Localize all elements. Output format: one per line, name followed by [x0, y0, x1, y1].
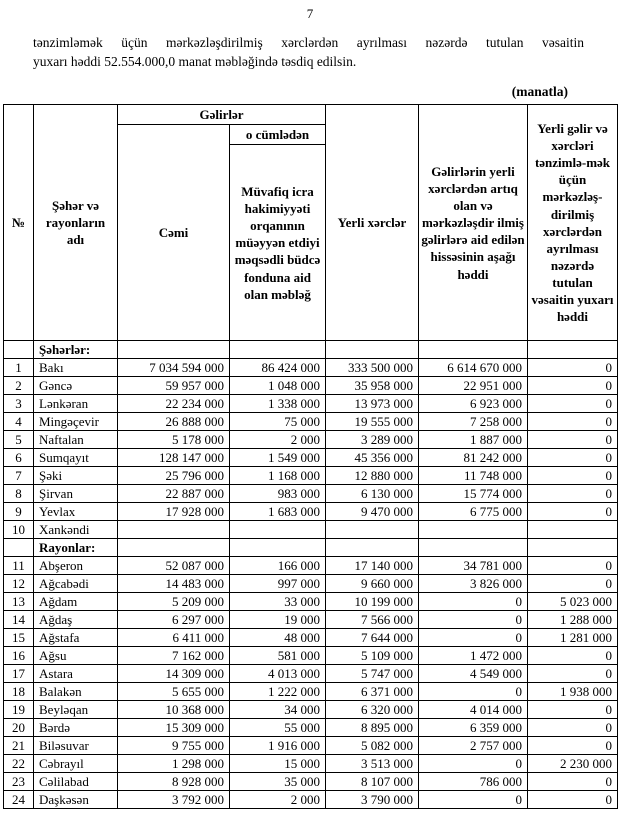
- cell-alloc: 0: [528, 503, 618, 521]
- cell-alloc: 0: [528, 791, 618, 809]
- cell-name: Gəncə: [34, 377, 118, 395]
- cell-fund: 1 048 000: [230, 377, 326, 395]
- cell-excess: 0: [419, 629, 528, 647]
- cell-no: 12: [4, 575, 34, 593]
- cell-fund: 48 000: [230, 629, 326, 647]
- budget-table-header: [4, 105, 618, 341]
- cell-excess: 6 775 000: [419, 503, 528, 521]
- table-row: [4, 683, 618, 701]
- cell-total: 6 297 000: [118, 611, 230, 629]
- cell-alloc: [528, 521, 618, 539]
- cell-fund: 997 000: [230, 575, 326, 593]
- cell-total: 6 411 000: [118, 629, 230, 647]
- cell-alloc: 0: [528, 467, 618, 485]
- table-row: [4, 629, 618, 647]
- cell-excess: 11 748 000: [419, 467, 528, 485]
- cell-excess: 15 774 000: [419, 485, 528, 503]
- intro-line-1: tənzimləmək üçün mərkəzləşdirilmiş xərclərdən ayrılması nəzərdə tutulan vəsaitin: [33, 35, 584, 50]
- cell-excess: 4 549 000: [419, 665, 528, 683]
- cell-total: 5 209 000: [118, 593, 230, 611]
- cell-no: 24: [4, 791, 34, 809]
- cell-alloc: 5 023 000: [528, 593, 618, 611]
- cell-name: Ağsu: [34, 647, 118, 665]
- cell-fund: 34 000: [230, 701, 326, 719]
- cell-alloc: 0: [528, 359, 618, 377]
- cell-local: 9 660 000: [326, 575, 419, 593]
- cell-no: 22: [4, 755, 34, 773]
- header-total: Cəmi: [118, 125, 230, 341]
- cell-total: 25 796 000: [118, 467, 230, 485]
- header-allocation: Yerli gəlir və xərcləri tənzimlə-mək üçün mərkəzləş-dirilmiş xərclərdən ayrılması nəzərdə tutulan vəsaitin yuxarı həddi: [528, 105, 618, 341]
- cell-total: 8 928 000: [118, 773, 230, 791]
- cell-alloc: 0: [528, 773, 618, 791]
- cell-excess: 22 951 000: [419, 377, 528, 395]
- table-row: [4, 737, 618, 755]
- cell-local: [326, 341, 419, 359]
- cell-alloc: 2 230 000: [528, 755, 618, 773]
- cell-fund: 75 000: [230, 413, 326, 431]
- cell-total: 17 928 000: [118, 503, 230, 521]
- cell-excess: [419, 521, 528, 539]
- cell-name: Balakən: [34, 683, 118, 701]
- cell-no: 7: [4, 467, 34, 485]
- cell-name: Rayonlar:: [34, 539, 118, 557]
- cell-local: 6 371 000: [326, 683, 419, 701]
- cell-fund: 15 000: [230, 755, 326, 773]
- cell-alloc: 0: [528, 665, 618, 683]
- table-row: [4, 449, 618, 467]
- cell-fund: [230, 539, 326, 557]
- table-row: [4, 359, 618, 377]
- cell-fund: 86 424 000: [230, 359, 326, 377]
- table-row: [4, 413, 618, 431]
- table-row: [4, 611, 618, 629]
- cell-no: 4: [4, 413, 34, 431]
- cell-excess: 786 000: [419, 773, 528, 791]
- cell-total: [118, 521, 230, 539]
- intro-line-2: yuxarı həddi 52.554.000,0 manat məbləğində təsdiq edilsin.: [33, 54, 357, 69]
- cell-no: 23: [4, 773, 34, 791]
- cell-total: 9 755 000: [118, 737, 230, 755]
- cell-total: [118, 539, 230, 557]
- cell-name: Ağdaş: [34, 611, 118, 629]
- cell-name: Yevlax: [34, 503, 118, 521]
- table-row: [4, 485, 618, 503]
- cell-fund: 581 000: [230, 647, 326, 665]
- cell-excess: 6 359 000: [419, 719, 528, 737]
- table-row: [4, 575, 618, 593]
- cell-alloc: 0: [528, 449, 618, 467]
- cell-alloc: 1 288 000: [528, 611, 618, 629]
- cell-alloc: [528, 341, 618, 359]
- cell-excess: 0: [419, 683, 528, 701]
- cell-local: 19 555 000: [326, 413, 419, 431]
- cell-excess: [419, 341, 528, 359]
- cell-no: 10: [4, 521, 34, 539]
- cell-local: 6 320 000: [326, 701, 419, 719]
- cell-no: 13: [4, 593, 34, 611]
- cell-alloc: 1 281 000: [528, 629, 618, 647]
- cell-name: Abşeron: [34, 557, 118, 575]
- table-row: [4, 521, 618, 539]
- header-name: Şəhər və rayonların adı: [34, 105, 118, 341]
- cell-excess: [419, 539, 528, 557]
- table-row: [4, 665, 618, 683]
- table-row: [4, 773, 618, 791]
- table-row: [4, 701, 618, 719]
- cell-no: 3: [4, 395, 34, 413]
- cell-no: 14: [4, 611, 34, 629]
- cell-alloc: 1 938 000: [528, 683, 618, 701]
- cell-fund: [230, 521, 326, 539]
- cell-no: 6: [4, 449, 34, 467]
- cell-local: 5 747 000: [326, 665, 419, 683]
- table-row: [4, 755, 618, 773]
- table-row: [4, 593, 618, 611]
- cell-fund: 1 549 000: [230, 449, 326, 467]
- cell-alloc: 0: [528, 377, 618, 395]
- cell-excess: 1 472 000: [419, 647, 528, 665]
- table-row: [4, 377, 618, 395]
- cell-fund: 4 013 000: [230, 665, 326, 683]
- table-row: [4, 719, 618, 737]
- cell-name: Beyləqan: [34, 701, 118, 719]
- cell-no: 19: [4, 701, 34, 719]
- cell-fund: 1 338 000: [230, 395, 326, 413]
- cell-excess: 34 781 000: [419, 557, 528, 575]
- currency-unit-label: (manatla): [511, 84, 568, 99]
- cell-no: 20: [4, 719, 34, 737]
- cell-name: Cəbrayıl: [34, 755, 118, 773]
- cell-local: 12 880 000: [326, 467, 419, 485]
- cell-alloc: 0: [528, 557, 618, 575]
- cell-alloc: 0: [528, 413, 618, 431]
- cell-excess: 0: [419, 611, 528, 629]
- cell-total: 14 483 000: [118, 575, 230, 593]
- cell-excess: 81 242 000: [419, 449, 528, 467]
- cell-local: 3 513 000: [326, 755, 419, 773]
- cell-name: Şirvan: [34, 485, 118, 503]
- cell-excess: 1 887 000: [419, 431, 528, 449]
- cell-name: Daşkəsən: [34, 791, 118, 809]
- table-row: [4, 467, 618, 485]
- cell-local: [326, 521, 419, 539]
- cell-excess: 0: [419, 791, 528, 809]
- cell-no: 15: [4, 629, 34, 647]
- cell-local: 333 500 000: [326, 359, 419, 377]
- cell-fund: 1 916 000: [230, 737, 326, 755]
- budget-table: [3, 104, 618, 809]
- cell-total: 3 792 000: [118, 791, 230, 809]
- cell-local: 6 130 000: [326, 485, 419, 503]
- cell-name: Şəki: [34, 467, 118, 485]
- cell-name: Astara: [34, 665, 118, 683]
- cell-no: 16: [4, 647, 34, 665]
- cell-no: 1: [4, 359, 34, 377]
- cell-alloc: 0: [528, 719, 618, 737]
- table-row: [4, 431, 618, 449]
- cell-fund: 35 000: [230, 773, 326, 791]
- header-no: №: [4, 105, 34, 341]
- cell-alloc: [528, 539, 618, 557]
- cell-alloc: 0: [528, 647, 618, 665]
- cell-local: [326, 539, 419, 557]
- cell-excess: 4 014 000: [419, 701, 528, 719]
- cell-local: 8 895 000: [326, 719, 419, 737]
- cell-name: Sumqayıt: [34, 449, 118, 467]
- page-number: 7: [306, 6, 314, 21]
- table-row: [4, 791, 618, 809]
- table-row: [4, 557, 618, 575]
- cell-fund: 1 222 000: [230, 683, 326, 701]
- cell-total: 5 655 000: [118, 683, 230, 701]
- cell-fund: 166 000: [230, 557, 326, 575]
- cell-total: 15 309 000: [118, 719, 230, 737]
- intro-paragraph: [33, 33, 584, 71]
- cell-name: Naftalan: [34, 431, 118, 449]
- cell-alloc: 0: [528, 737, 618, 755]
- budget-table-body: [4, 341, 618, 809]
- cell-total: 1 298 000: [118, 755, 230, 773]
- cell-fund: 1 683 000: [230, 503, 326, 521]
- cell-name: Ağdam: [34, 593, 118, 611]
- cell-total: 22 234 000: [118, 395, 230, 413]
- cell-local: 45 356 000: [326, 449, 419, 467]
- cell-excess: 0: [419, 593, 528, 611]
- cell-fund: 2 000: [230, 791, 326, 809]
- cell-local: 17 140 000: [326, 557, 419, 575]
- cell-local: 7 644 000: [326, 629, 419, 647]
- cell-name: Şəhərlər:: [34, 341, 118, 359]
- cell-local: 7 566 000: [326, 611, 419, 629]
- cell-fund: [230, 341, 326, 359]
- cell-excess: 6 923 000: [419, 395, 528, 413]
- cell-name: Lənkəran: [34, 395, 118, 413]
- cell-name: Xankəndi: [34, 521, 118, 539]
- cell-name: Cəlilabad: [34, 773, 118, 791]
- cell-excess: 7 258 000: [419, 413, 528, 431]
- cell-total: 22 887 000: [118, 485, 230, 503]
- cell-no: 8: [4, 485, 34, 503]
- cell-local: 3 289 000: [326, 431, 419, 449]
- cell-no: 5: [4, 431, 34, 449]
- cell-total: 52 087 000: [118, 557, 230, 575]
- cell-fund: 983 000: [230, 485, 326, 503]
- header-including: o cümlədən: [230, 125, 326, 145]
- cell-no: 2: [4, 377, 34, 395]
- cell-total: 7 034 594 000: [118, 359, 230, 377]
- cell-local: 3 790 000: [326, 791, 419, 809]
- cell-name: Biləsuvar: [34, 737, 118, 755]
- cell-fund: 33 000: [230, 593, 326, 611]
- cell-alloc: 0: [528, 485, 618, 503]
- cell-local: 8 107 000: [326, 773, 419, 791]
- cell-local: 10 199 000: [326, 593, 419, 611]
- cell-no: 9: [4, 503, 34, 521]
- cell-name: Ağstafa: [34, 629, 118, 647]
- cell-excess: 2 757 000: [419, 737, 528, 755]
- cell-no: [4, 539, 34, 557]
- cell-fund: 1 168 000: [230, 467, 326, 485]
- cell-alloc: 0: [528, 431, 618, 449]
- cell-fund: 55 000: [230, 719, 326, 737]
- table-row: [4, 395, 618, 413]
- cell-total: [118, 341, 230, 359]
- section-row: [4, 539, 618, 557]
- cell-local: 35 958 000: [326, 377, 419, 395]
- cell-no: 18: [4, 683, 34, 701]
- cell-alloc: 0: [528, 701, 618, 719]
- cell-total: 5 178 000: [118, 431, 230, 449]
- cell-alloc: 0: [528, 395, 618, 413]
- cell-local: 5 082 000: [326, 737, 419, 755]
- cell-total: 14 309 000: [118, 665, 230, 683]
- cell-name: Bakı: [34, 359, 118, 377]
- cell-name: Mingəçevir: [34, 413, 118, 431]
- cell-no: [4, 341, 34, 359]
- header-local-expenses: Yerli xərclər: [326, 105, 419, 341]
- cell-name: Ağcabədi: [34, 575, 118, 593]
- cell-total: 26 888 000: [118, 413, 230, 431]
- cell-total: 59 957 000: [118, 377, 230, 395]
- cell-excess: 3 826 000: [419, 575, 528, 593]
- cell-excess: 0: [419, 755, 528, 773]
- cell-total: 7 162 000: [118, 647, 230, 665]
- table-row: [4, 647, 618, 665]
- cell-no: 11: [4, 557, 34, 575]
- header-excess: Gəlirlərin yerli xərclərdən artıq olan və mərkəzləşdir ilmiş gəlirlərə aid edilən hissəsinin aşağı həddi: [419, 105, 528, 341]
- cell-fund: 2 000: [230, 431, 326, 449]
- cell-name: Bərdə: [34, 719, 118, 737]
- header-incomes-group: Gəlirlər: [118, 105, 326, 125]
- cell-no: 17: [4, 665, 34, 683]
- cell-total: 128 147 000: [118, 449, 230, 467]
- cell-local: 9 470 000: [326, 503, 419, 521]
- cell-alloc: 0: [528, 575, 618, 593]
- cell-no: 21: [4, 737, 34, 755]
- table-row: [4, 503, 618, 521]
- cell-local: 13 973 000: [326, 395, 419, 413]
- header-fund: Müvafiq icra hakimiyyəti orqanının müəyyən etdiyi məqsədli büdcə fonduna aid olan məbləğ: [230, 145, 326, 341]
- cell-total: 10 368 000: [118, 701, 230, 719]
- cell-fund: 19 000: [230, 611, 326, 629]
- section-row: [4, 341, 618, 359]
- cell-local: 5 109 000: [326, 647, 419, 665]
- cell-excess: 6 614 670 000: [419, 359, 528, 377]
